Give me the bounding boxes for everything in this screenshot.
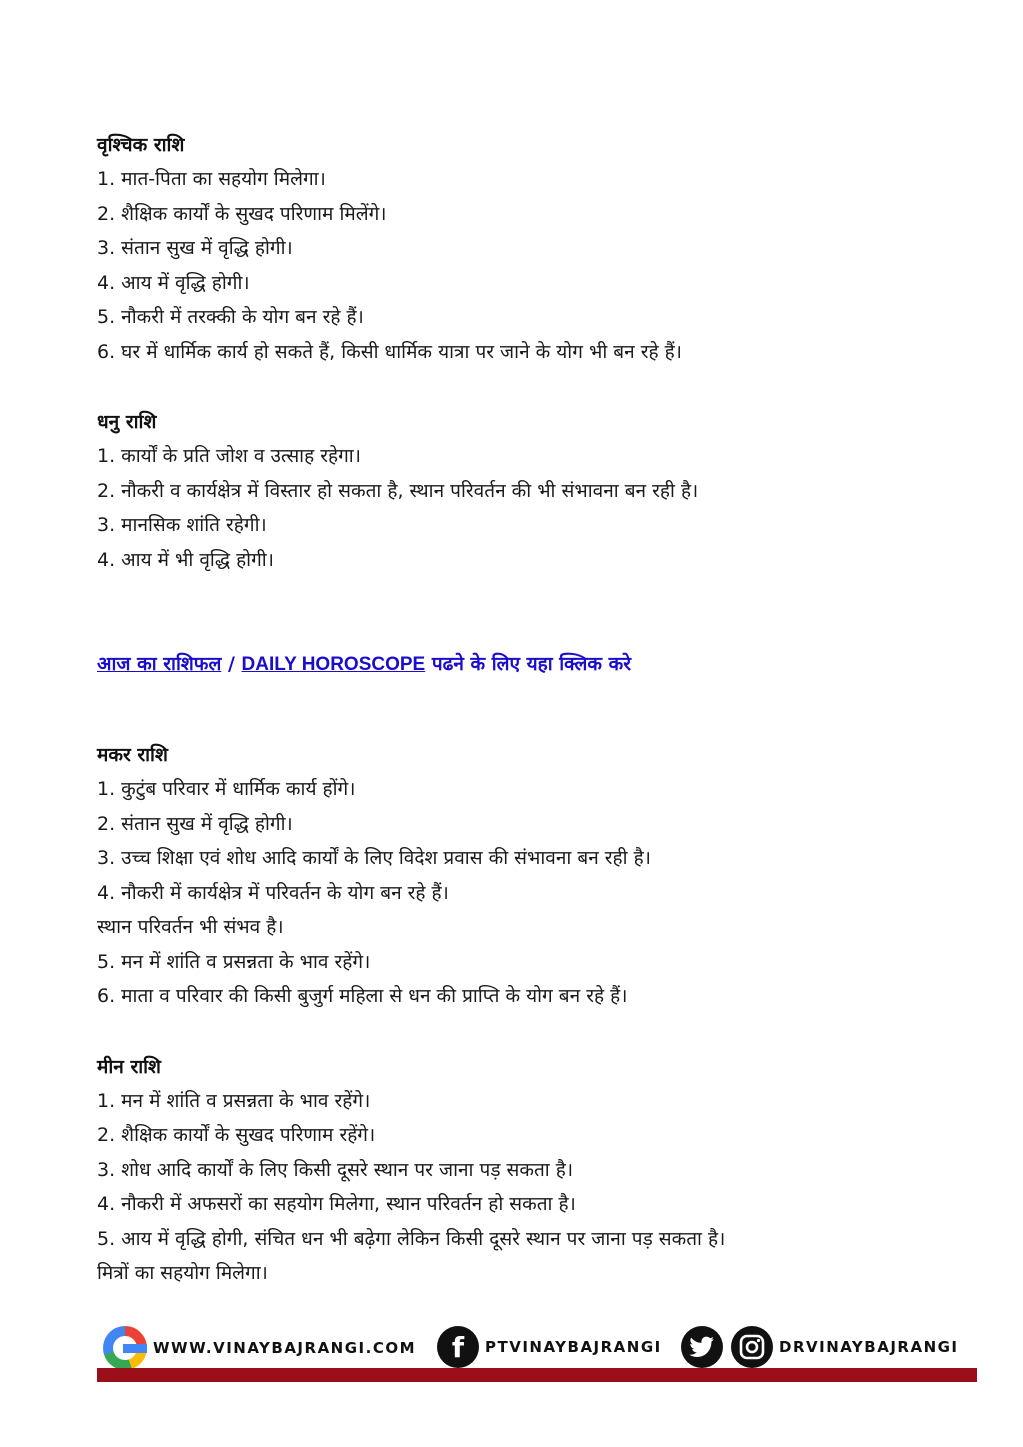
aaj-ka-rashifal-link[interactable]: आज का राशिफल <box>97 653 222 675</box>
list-item: 2. नौकरी व कार्यक्षेत्र में विस्तार हो सकता है, स्थान परिवर्तन की भी संभावना बन रही है। <box>97 479 699 502</box>
section-dhanu <box>97 405 977 577</box>
list-item: 1. कुटुंब परिवार में धार्मिक कार्य होंगे। <box>97 778 356 800</box>
list-item: 6. घर में धार्मिक कार्य हो सकते हैं, किसी धार्मिक यात्रा पर जाने के योग भी बन रहे हैं। <box>97 340 682 363</box>
section-meen <box>97 1050 977 1291</box>
list-item: 3. संतान सुख में वृद्धि होगी। <box>97 237 293 259</box>
facebook-link-group[interactable] <box>437 1326 662 1368</box>
list-item: 5. नौकरी में तरक्की के योग बन रहे हैं। <box>97 306 364 328</box>
section-vrishchik <box>97 128 977 369</box>
footer-bar <box>97 1368 977 1382</box>
list-item: 5. मन में शांति व प्रसन्नता के भाव रहेंगे। <box>97 950 371 973</box>
list-item: 4. नौकरी में कार्यक्षेत्र में परिवर्तन के योग बन रहे हैं। <box>97 881 449 904</box>
list-item: 1. कार्यों के प्रति जोश व उत्साह रहेगा। <box>97 445 361 467</box>
twitter-icon <box>681 1326 723 1368</box>
footer <box>97 1318 977 1383</box>
facebook-handle: PTVINAYBAJRANGI <box>485 1338 662 1356</box>
list-item: 1. मन में शांति व प्रसन्नता के भाव रहेंगे। <box>97 1089 371 1112</box>
document-body <box>97 128 977 1291</box>
daily-horoscope-link[interactable]: DAILY HOROSCOPE <box>241 654 426 675</box>
list-item: स्थान परिवर्तन भी संभव है। <box>97 916 284 938</box>
section-title: मीन राशि <box>97 1055 161 1078</box>
list-item: 3. उच्च शिक्षा एवं शोध आदि कार्यों के लिए विदेश प्रवास की संभावना बन रही है। <box>97 847 651 869</box>
list-item: 4. नौकरी में अफसरों का सहयोग मिलेगा, स्थान परिवर्तन हो सकता है। <box>97 1193 576 1215</box>
instagram-icon <box>731 1326 773 1368</box>
section-title: मकर राशि <box>97 744 168 766</box>
list-item: 3. मानसिक शांति रहेगी। <box>97 514 267 536</box>
social-handle: DRVINAYBAJRANGI <box>779 1338 959 1356</box>
list-item: मित्रों का सहयोग मिलेगा। <box>97 1262 268 1284</box>
list-item: 2. शैक्षिक कार्यों के सुखद परिणाम मिलेंगे। <box>97 202 387 225</box>
list-item: 4. आय में भी वृद्धि होगी। <box>97 548 274 571</box>
website-link-group[interactable] <box>103 1326 416 1370</box>
section-makar <box>97 738 977 1014</box>
link-separator: / <box>221 653 242 675</box>
daily-horoscope-promo <box>97 647 977 682</box>
promo-text: पढने के लिए यहा क्लिक करे <box>425 653 631 675</box>
list-item: 1. मात-पिता का सहयोग मिलेगा। <box>97 168 326 190</box>
list-item: 5. आय में वृद्धि होगी, संचित धन भी बढ़ेगा लेकिन किसी दूसरे स्थान पर जाना पड़ सकता है। <box>97 1227 726 1250</box>
section-title: धनु राशि <box>97 411 157 433</box>
list-item: 6. माता व परिवार की किसी बुजुर्ग महिला से धन की प्राप्ति के योग बन रहे हैं। <box>97 985 628 1007</box>
list-item: 3. शोध आदि कार्यों के लिए किसी दूसरे स्थान पर जाना पड़ सकता है। <box>97 1158 574 1181</box>
section-title: वृश्चिक राशि <box>97 134 185 156</box>
list-item: 2. शैक्षिक कार्यों के सुखद परिणाम रहेंगे। <box>97 1124 376 1146</box>
google-icon <box>103 1326 147 1370</box>
website-text: WWW.VINAYBAJRANGI.COM <box>153 1339 417 1357</box>
list-item: 4. आय में वृद्धि होगी। <box>97 271 250 294</box>
social-link-group[interactable] <box>681 1326 959 1368</box>
facebook-icon: f <box>437 1326 479 1368</box>
list-item: 2. संतान सुख में वृद्धि होगी। <box>97 812 293 835</box>
